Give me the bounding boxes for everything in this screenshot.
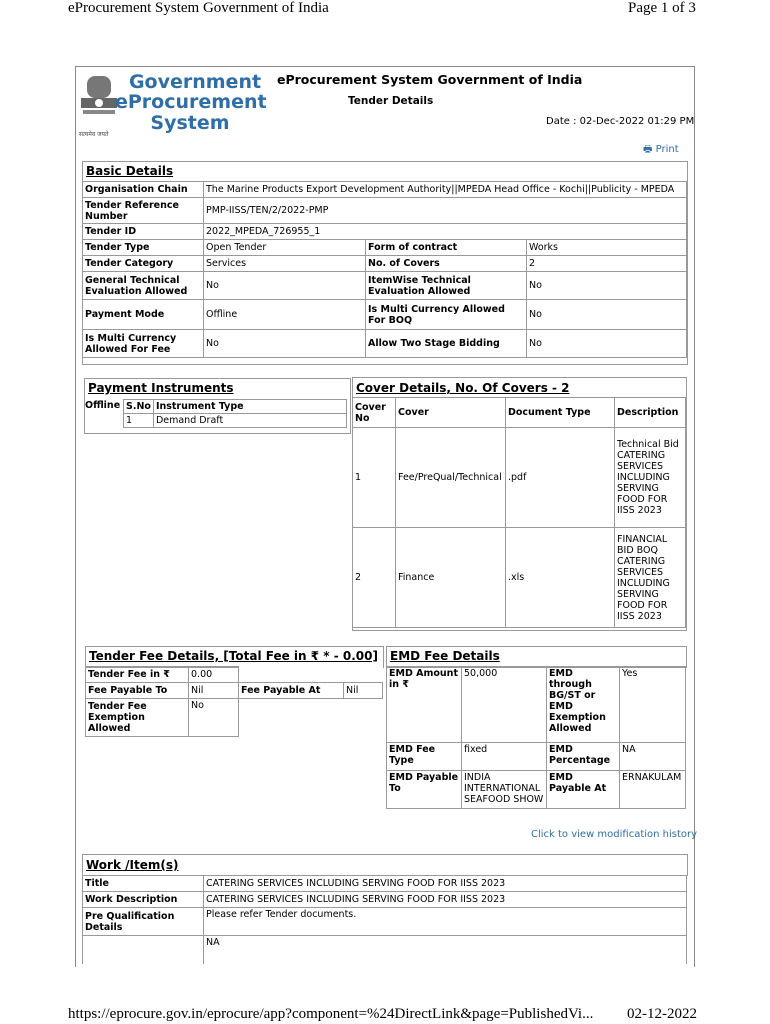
- emd-type-label: EMD Fee Type: [387, 743, 462, 771]
- table-row: [353, 428, 686, 528]
- cover-no-header: Cover No: [353, 398, 396, 428]
- cover-name: Fee/PreQual/Technical: [396, 428, 506, 528]
- cover-table: [352, 397, 686, 628]
- ref-value: PMP-IISS/TEN/2/2022-PMP: [204, 198, 687, 224]
- covers-value: 2: [527, 256, 687, 272]
- covers-label: No. of Covers: [366, 256, 527, 272]
- work-desc-label: Work Description: [83, 892, 204, 908]
- emd-to-label: EMD Payable To: [387, 771, 462, 809]
- table-row: [353, 528, 686, 628]
- logo-line-3: System: [150, 112, 230, 134]
- basic-details-table: [82, 181, 687, 358]
- two-stage-value: No: [527, 330, 687, 358]
- cover-name: Finance: [396, 528, 506, 628]
- work-desc-value: CATERING SERVICES INCLUDING SERVING FOOD FOR IISS 2023: [204, 892, 687, 908]
- printer-icon: 🖶: [643, 144, 653, 155]
- category-label: Tender Category: [83, 256, 204, 272]
- page-url[interactable]: https://eprocure.gov.in/eprocure/app?component=%24DirectLink&page=PublishedVi...: [68, 1006, 594, 1022]
- emd-bg-label: EMD through BG/ST or EMD Exemption Allowed: [547, 667, 620, 743]
- gte-label: General Technical Evaluation Allowed: [83, 272, 204, 300]
- tender-type-label: Tender Type: [83, 240, 204, 256]
- mc-boq-value: No: [527, 300, 687, 330]
- report-date: Date : 02-Dec-2022 01:29 PM: [546, 116, 695, 127]
- emd-percentage-label: EMD Percentage: [547, 743, 620, 771]
- emd-bg-value: Yes: [620, 667, 686, 743]
- tender-fee-table: [85, 666, 383, 737]
- cover-description: FINANCIAL BID BOQ CATERING SERVICES INCLUDING SERVING FOOD FOR IISS 2023: [615, 528, 686, 628]
- basic-details-heading: Basic Details: [86, 164, 174, 178]
- ite-label: ItemWise Technical Evaluation Allowed: [366, 272, 527, 300]
- cover-header: Cover: [396, 398, 506, 428]
- print-button[interactable]: [643, 142, 679, 159]
- payment-mode-value: Offline: [204, 300, 366, 330]
- emd-fee-table: [386, 666, 686, 809]
- prequal-value: Please refer Tender documents.: [204, 908, 687, 936]
- print-date: 02-12-2022: [627, 1006, 697, 1022]
- emd-percentage-value: NA: [620, 743, 686, 771]
- two-stage-label: Allow Two Stage Bidding: [366, 330, 527, 358]
- fee-to-label: Fee Payable To: [86, 683, 189, 699]
- fee-label: Tender Fee in ₹: [86, 667, 189, 683]
- work-title-label: Title: [83, 876, 204, 892]
- page-subtitle: Tender Details: [348, 95, 434, 107]
- doc-type: .pdf: [506, 428, 615, 528]
- category-value: Services: [204, 256, 366, 272]
- emblem-caption: सत्यमेव जयते: [79, 131, 109, 138]
- doc-type-header: Document Type: [506, 398, 615, 428]
- page-indicator: Page 1 of 3: [628, 0, 696, 16]
- org-value: The Marine Products Export Development Authority||MPEDA Head Office - Kochi||Publicity - MPEDA: [204, 182, 687, 198]
- emd-type-value: fixed: [462, 743, 547, 771]
- instrument-sno: 1: [124, 414, 154, 428]
- page-title: eProcurement System Government of India: [277, 72, 583, 87]
- description-header: Description: [615, 398, 686, 428]
- emd-fee-heading: EMD Fee Details: [390, 649, 500, 663]
- payment-mode-label: Payment Mode: [83, 300, 204, 330]
- emd-amount-value: 50,000: [462, 667, 547, 743]
- browser-header-title: eProcurement System Government of India: [68, 0, 329, 16]
- doc-type: .xls: [506, 528, 615, 628]
- emd-to-value: INDIA INTERNATIONAL SEAFOOD SHOW: [462, 771, 547, 809]
- emd-at-value: ERNAKULAM: [620, 771, 686, 809]
- org-label: Organisation Chain: [83, 182, 204, 198]
- payment-instruments-heading: Payment Instruments: [88, 381, 234, 395]
- mc-fee-label: Is Multi Currency Allowed For Fee: [83, 330, 204, 358]
- tender-id-label: Tender ID: [83, 224, 204, 240]
- tender-type-value: Open Tender: [204, 240, 366, 256]
- fee-at-value: Nil: [344, 683, 383, 699]
- cover-description: Technical Bid CATERING SERVICES INCLUDING SERVING FOOD FOR IISS 2023: [615, 428, 686, 528]
- fee-exemption-value: No: [189, 699, 239, 737]
- work-items-table: [82, 875, 687, 964]
- mc-fee-value: No: [204, 330, 366, 358]
- contract-label: Form of contract: [366, 240, 527, 256]
- tender-fee-heading: Tender Fee Details, [Total Fee in ₹ * - 0.00]: [89, 649, 378, 663]
- fee-exemption-label: Tender Fee Exemption Allowed: [86, 699, 189, 737]
- instrument-type-header: Instrument Type: [153, 400, 346, 414]
- ref-label: Tender Reference Number: [83, 198, 204, 224]
- instrument-type: Demand Draft: [153, 414, 346, 428]
- instrument-table: [123, 399, 347, 428]
- extra-value: NA: [204, 936, 687, 964]
- instrument-sno-header: S.No: [124, 400, 154, 414]
- contract-value: Works: [527, 240, 687, 256]
- payment-mode-tag: Offline: [85, 400, 121, 411]
- prequal-label: Pre Qualification Details: [83, 908, 204, 936]
- modification-history-link[interactable]: Click to view modification history: [531, 829, 698, 840]
- fee-value: 0.00: [189, 667, 239, 683]
- cover-no: 1: [353, 428, 396, 528]
- fee-at-label: Fee Payable At: [239, 683, 344, 699]
- cover-details-heading: Cover Details, No. Of Covers - 2: [356, 381, 570, 395]
- work-title-value: CATERING SERVICES INCLUDING SERVING FOOD FOR IISS 2023: [204, 876, 687, 892]
- print-label: Print: [655, 144, 679, 155]
- logo-line-2: eProcurement: [115, 91, 267, 113]
- fee-to-value: Nil: [189, 683, 239, 699]
- tender-id-value: 2022_MPEDA_726955_1: [204, 224, 687, 240]
- work-items-heading: Work /Item(s): [86, 858, 179, 872]
- mc-boq-label: Is Multi Currency Allowed For BOQ: [366, 300, 527, 330]
- logo-line-1: Government: [128, 71, 262, 93]
- ite-value: No: [527, 272, 687, 300]
- cover-no: 2: [353, 528, 396, 628]
- gte-value: No: [204, 272, 366, 300]
- emd-at-label: EMD Payable At: [547, 771, 620, 809]
- emd-amount-label: EMD Amount in ₹: [387, 667, 462, 743]
